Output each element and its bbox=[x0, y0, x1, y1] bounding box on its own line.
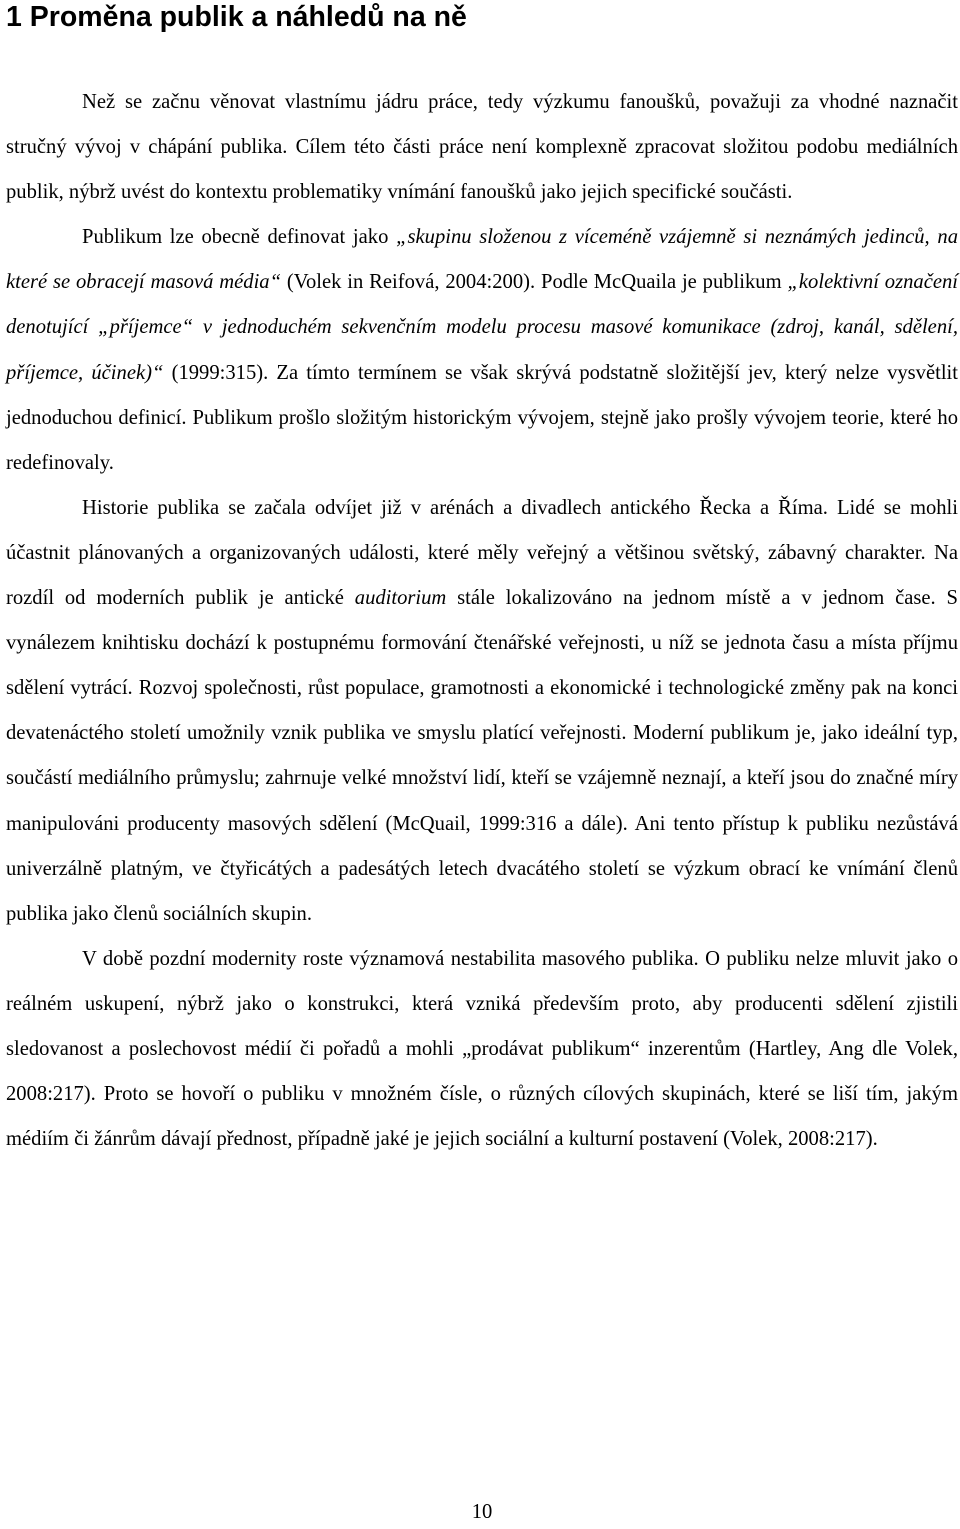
paragraph-text: Než se začnu věnovat vlastnímu jádru práce, tedy výzkumu fanoušků, považuji za vhodné naznačit stručný vývoj v chápání publika. Cílem této části práce není komplexně zpracovat složitou podobu mediálních publik, nýbrž uvést do kontextu problematiky vnímání fanoušků jako jejich specifické součásti. bbox=[6, 91, 958, 204]
definition-quote-volek: „skupinu složenou z víceméně vzájemně si neznámých jedinců, na které se obracejí masová média“ bbox=[6, 226, 958, 294]
term-auditorium: auditorium bbox=[354, 587, 447, 610]
paragraph-text: Publikum lze obecně definovat jako bbox=[82, 226, 397, 249]
paragraph-intro bbox=[6, 80, 958, 215]
paragraph-text: (Volek in Reifová, 2004:200). Podle McQuaila je publikum bbox=[281, 271, 788, 294]
paragraph-history bbox=[6, 486, 958, 937]
paragraph-text: Historie publika se začala odvíjet již v arénách a divadlech antického Řecka a Říma. Lidé se mohli účastnit plánovaných a organizovaných události, které měly veřejný a většinou světský, zábavný charakter. Na rozdíl od moderních publik je antické bbox=[6, 496, 958, 610]
chapter-heading: 1 Proměna publik a náhledů na ně bbox=[6, 1, 467, 33]
paragraph-text: V době pozdní modernity roste významová nestabilita masového publika. O publiku nelze mluvit jako o reálném uskupení, nýbrž jako o konstrukci, která vzniká především proto, aby producenti sdělení zjistili sledovanost a poslechovost médií či pořadů a mohli „prodávat publikum“ inzerentům (Hartley, Ang dle Volek, 2008:217). Proto se hovoří o publiku v množném čísle, o různých cílových skupinách, které se liší tím, jakým médiím či žánrům dávají přednost, případně jaké je jejich sociální a kulturní postavení (Volek, 2008:217). bbox=[6, 947, 958, 1151]
definition-quote-mcquail: „kolektivní označení denotující „příjemce“ v jednoduchém sekvenčním modelu procesu masové komunikace (zdroj, kanál, sdělení, příjemce, účinek)“ bbox=[6, 271, 959, 384]
page-number: 10 bbox=[471, 1501, 493, 1523]
paragraph-definitions bbox=[6, 215, 958, 486]
paragraph-text: stále lokalizováno na jednom místě a v jednom čase. S vynálezem knihtisku dochází k postupnému formování čtenářské veřejnosti, u níž se jednota času a místa příjmu sdělení vytrácí. Rozvoj společnosti, růst populace, gramotnosti a ekonomické i technologické změny pak na konci devatenáctého století umožnily vznik publika ve smyslu platící veřejnosti. Moderní publikum je, jako ideální typ, součástí mediálního průmyslu; zahrnuje velké množství lidí, kteří se vzájemně neznají, a kteří jsou do značné míry manipulováni producenty masových sdělení (McQuail, 1999:316 a dále). Ani tento přístup k publiku nezůstává univerzálně platným, ve čtyřicátých a padesátých letech dvacátého století se výzkum obrací ke vnímání členů publika jako členů sociálních skupin. bbox=[6, 587, 958, 925]
paragraph-late-modernity bbox=[6, 937, 958, 1162]
chapter-body bbox=[6, 80, 958, 1162]
paragraph-text: (1999:315). Za tímto termínem se však skrývá podstatně složitější jev, který nelze vysvětlit jednoduchou definicí. Publikum prošlo složitým historickým vývojem, stejně jako prošly vývojem teorie, které ho redefinovaly. bbox=[6, 361, 958, 474]
